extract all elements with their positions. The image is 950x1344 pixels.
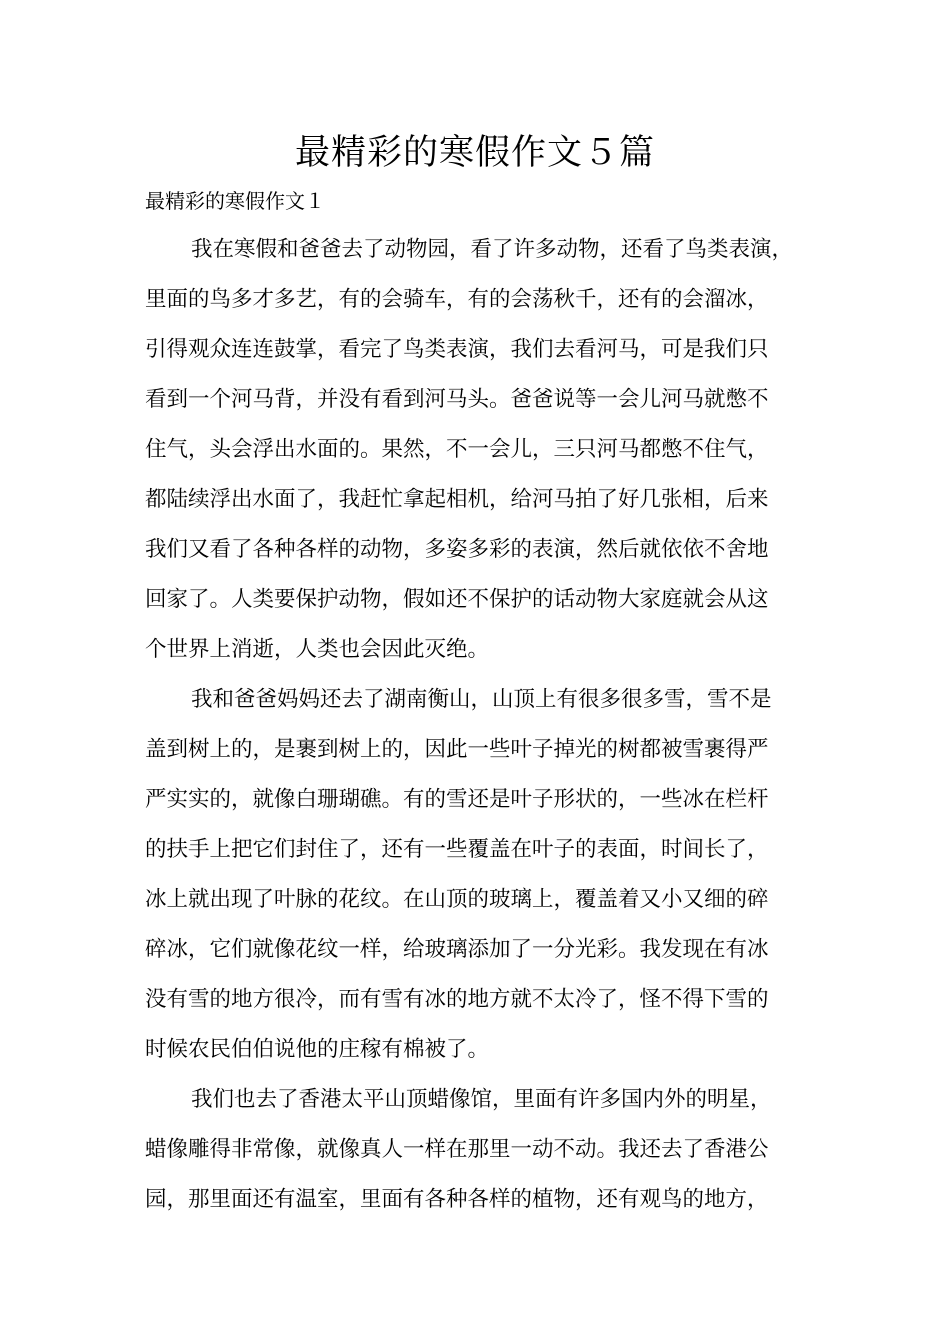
section-heading: 最精彩的寒假作文１ bbox=[145, 189, 325, 213]
text-line: 住气，头会浮出水面的。果然，不一会儿，三只河马都憋不住气， bbox=[145, 437, 769, 462]
text-line: 我们也去了香港太平山顶蜡像馆，里面有许多国内外的明星， bbox=[191, 1087, 772, 1112]
text-line: 回家了。人类要保护动物，假如还不保护的话动物大家庭就会从这 bbox=[145, 587, 769, 612]
text-line: 园，那里面还有温室，里面有各种各样的植物，还有观鸟的地方， bbox=[145, 1187, 769, 1212]
text-line: 碎冰，它们就像花纹一样，给玻璃添加了一分光彩。我发现在有冰 bbox=[145, 937, 769, 962]
text-line: 的扶手上把它们封住了，还有一些覆盖在叶子的表面，时间长了， bbox=[145, 837, 769, 862]
text-line: 里面的鸟多才多艺，有的会骑车，有的会荡秋千，还有的会溜冰， bbox=[145, 287, 769, 312]
document-title: 最精彩的寒假作文５篇 bbox=[294, 133, 655, 173]
text-line: 都陆续浮出水面了，我赶忙拿起相机，给河马拍了好几张相，后来 bbox=[145, 487, 769, 512]
text-line: 严实实的，就像白珊瑚礁。有的雪还是叶子形状的，一些冰在栏杆 bbox=[145, 787, 769, 812]
text-line: 时候农民伯伯说他的庄稼有棉被了。 bbox=[145, 1037, 490, 1062]
text-line: 蜡像雕得非常像，就像真人一样在那里一动不动。我还去了香港公 bbox=[145, 1137, 769, 1162]
text-line: 引得观众连连鼓掌，看完了鸟类表演，我们去看河马，可是我们只 bbox=[145, 337, 769, 362]
text-line: 看到一个河马背，并没有看到河马头。爸爸说等一会儿河马就憋不 bbox=[145, 387, 769, 412]
text-line: 个世界上消逝，人类也会因此灭绝。 bbox=[145, 637, 490, 662]
text-line: 没有雪的地方很冷，而有雪有冰的地方就不太冷了，怪不得下雪的 bbox=[145, 987, 769, 1012]
text-line: 我们又看了各种各样的动物，多姿多彩的表演，然后就依依不舍地 bbox=[145, 537, 769, 562]
text-line: 冰上就出现了叶脉的花纹。在山顶的玻璃上，覆盖着又小又细的碎 bbox=[145, 887, 769, 912]
text-line: 我在寒假和爸爸去了动物园，看了许多动物，还看了鸟类表演， bbox=[191, 237, 794, 262]
text-line: 我和爸爸妈妈还去了湖南衡山，山顶上有很多很多雪，雪不是 bbox=[191, 687, 772, 712]
text-line: 盖到树上的，是裹到树上的，因此一些叶子掉光的树都被雪裹得严 bbox=[145, 737, 769, 762]
